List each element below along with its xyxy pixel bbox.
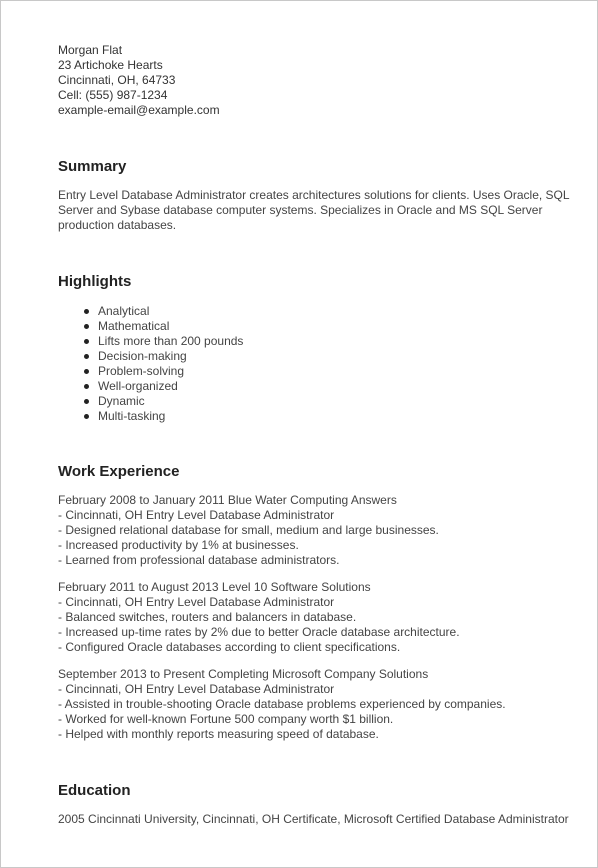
job-header: February 2008 to January 2011 Blue Water Computing Answers — [58, 493, 397, 507]
contact-city: Cincinnati, OH, 64733 — [58, 73, 176, 87]
job-line: - Cincinnati, OH Entry Level Database Administrator — [58, 682, 335, 696]
list-item: Mathematical — [58, 319, 578, 334]
contact-phone: Cell: (555) 987-1234 — [58, 88, 168, 102]
list-item: Multi-tasking — [58, 409, 578, 424]
job-header: February 2011 to August 2013 Level 10 Software Solutions — [58, 580, 371, 594]
job-line: - Increased productivity by 1% at businesses. — [58, 538, 299, 552]
education-heading: Education — [58, 782, 131, 799]
job-entry — [58, 580, 578, 655]
job-header: September 2013 to Present Completing Microsoft Company Solutions — [58, 667, 429, 681]
contact-name: Morgan Flat — [58, 43, 123, 57]
highlights-heading: Highlights — [58, 273, 132, 290]
job-line: - Assisted in trouble-shooting Oracle database problems experienced by companies. — [58, 697, 506, 711]
job-line: - Learned from professional database administrators. — [58, 553, 340, 567]
list-item: Dynamic — [58, 394, 578, 409]
job-line: - Increased up-time rates by 2% due to better Oracle database architecture. — [58, 625, 460, 639]
list-item: Lifts more than 200 pounds — [58, 334, 578, 349]
job-line: - Cincinnati, OH Entry Level Database Administrator — [58, 508, 335, 522]
job-line: - Cincinnati, OH Entry Level Database Administrator — [58, 595, 335, 609]
work-section — [58, 463, 578, 742]
job-line: - Configured Oracle databases according to client specifications. — [58, 640, 401, 654]
list-item: Problem-solving — [58, 364, 578, 379]
list-item: Well-organized — [58, 379, 578, 394]
job-entry — [58, 493, 578, 568]
contact-address: 23 Artichoke Hearts — [58, 58, 163, 72]
education-text: 2005 Cincinnati University, Cincinnati, OH Certificate, Microsoft Certified Database Administrator — [58, 812, 569, 826]
education-section — [58, 782, 578, 827]
summary-text: Entry Level Database Administrator creates architectures solutions for clients. Uses Oracle, SQL Server and Sybase database computer systems. Specializes in Oracle and MS SQL Server production databases. — [58, 188, 570, 232]
highlights-section — [58, 273, 578, 424]
work-heading: Work Experience — [58, 463, 180, 480]
summary-heading: Summary — [58, 158, 127, 175]
job-line: - Designed relational database for small, medium and large businesses. — [58, 523, 439, 537]
job-entry — [58, 667, 578, 742]
contact-email: example-email@example.com — [58, 103, 220, 117]
job-line: - Helped with monthly reports measuring speed of database. — [58, 727, 379, 741]
job-line: - Balanced switches, routers and balancers in database. — [58, 610, 357, 624]
list-item: Decision-making — [58, 349, 578, 364]
list-item: Analytical — [58, 304, 578, 319]
job-line: - Worked for well-known Fortune 500 company worth $1 billion. — [58, 712, 394, 726]
summary-section — [58, 158, 578, 233]
highlights-list — [58, 304, 578, 424]
contact-block — [58, 43, 220, 118]
